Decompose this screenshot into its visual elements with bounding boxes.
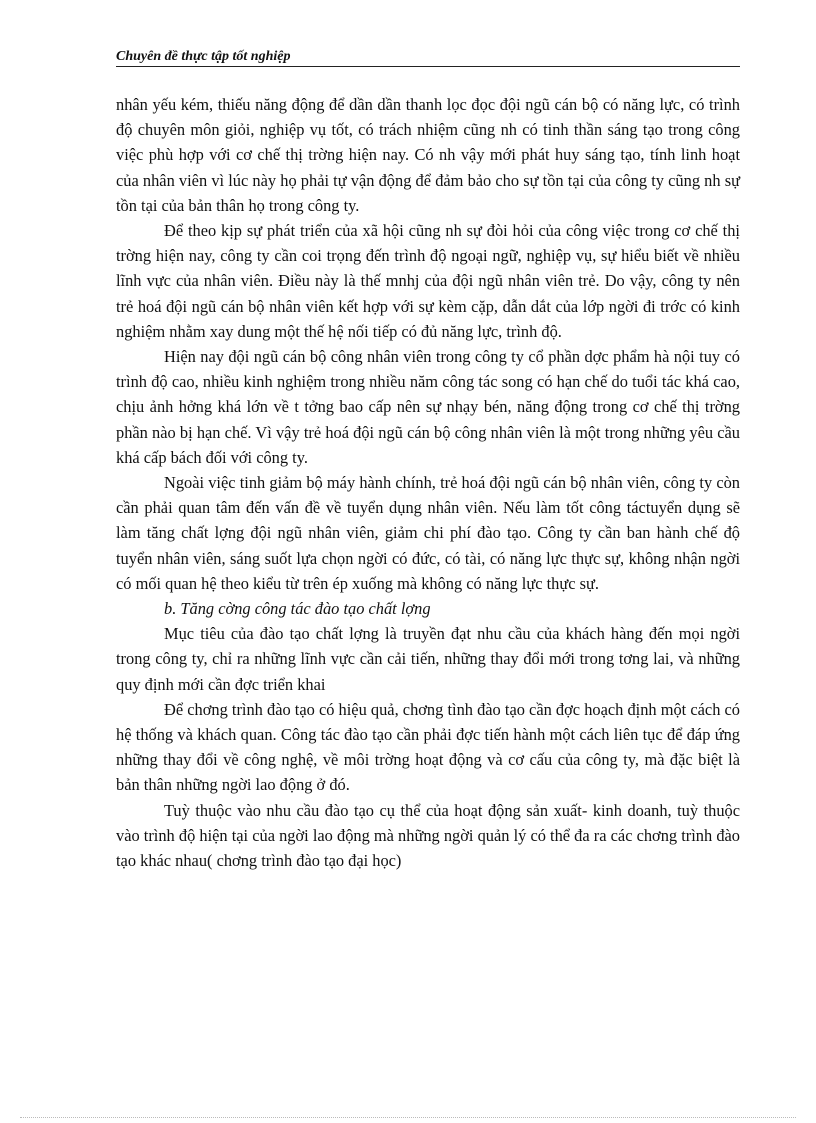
header-title: Chuyên đề thực tập tốt nghiệp <box>116 49 291 64</box>
page-bottom-divider <box>20 1117 796 1118</box>
paragraph: Mục tiêu của đào tạo chất lợng là truyền đạt nhu cầu của khách hàng đến mọi ngời trong công ty, chỉ ra những lĩnh vực cần cải tiến, những thay đổi mới trong tơng lai, và những quy định mới cần đợc triển khai <box>116 624 740 694</box>
page-header <box>116 48 740 67</box>
paragraph: nhân yếu kém, thiếu năng động để dần dần thanh lọc đọc đội ngũ cán bộ có năng lực, có trình độ chuyên môn giỏi, nghiệp vụ tốt, có trách nhiệm cũng nh có tinh thần sáng tạo trong công việc phù hợp với cơ chế thị trờng hiện nay. Có nh vậy mới phát huy sáng tạo, tính linh hoạt của nhân viên vì lúc này họ phải tự vận động để đảm bảo cho sự tồn tại của công ty cũng nh sự tồn tại của bản thân họ trong công ty. <box>116 95 740 215</box>
paragraph: Để chơng trình đào tạo có hiệu quả, chơng tình đào tạo cần đợc hoạch định một cách có hệ thống và khách quan. Công tác đào tạo cần phải đợc tiến hành một cách liên tục để đáp ứng những thay đổi về công nghệ, về môi trờng hoạt động và cơ cấu của công ty, mà đặc biệt là bản thân những ngời lao động ở đó. <box>116 699 740 795</box>
paragraph: Tuỳ thuộc vào nhu cầu đào tạo cụ thể của hoạt động sản xuất- kinh doanh, tuỳ thuộc vào trình độ hiện tại của ngời lao động mà những ngời quản lý có thể đa ra các chơng trình đào tạo khác nhau( chơng trình đào tạo đại học) <box>116 800 740 871</box>
document-body <box>116 92 740 873</box>
paragraph: Hiện nay đội ngũ cán bộ công nhân viên trong công ty cổ phần dợc phẩm hà nội tuy có trình độ cao, nhiều kinh nghiệm trong nhiều năm công tác song có hạn chế do tuổi tác khá cao, chịu ảnh hởng khá lớn về t tởng bao cấp nên sự nhạy bén, năng động trong cơ chế thị trờng phần nào bị hạn chế. Vì vậy trẻ hoá đội ngũ cán bộ công nhân viên là một trong những yêu cầu khá cấp bách đối với công ty. <box>116 347 740 467</box>
paragraph: Ngoài việc tinh giảm bộ máy hành chính, trẻ hoá đội ngũ cán bộ nhân viên, công ty còn cần phải quan tâm đến vấn đề về tuyển dụng nhân viên. Nếu làm tốt công táctuyển dụng sẽ làm tăng chất lợng đội ngũ nhân viên, giảm chi phí đào tạo. Công ty cần ban hành chế độ tuyển nhân viên, sáng suốt lựa chọn ngời có đức, có tài, có năng lực thực sự, không nhận ngời có mối quan hệ theo kiểu từ trên ép xuống mà không có năng lực thực sự. <box>116 473 740 593</box>
paragraph: Để theo kịp sự phát triển của xã hội cũng nh sự đòi hỏi của công việc trong cơ chế thị trờng hiện nay, công ty cần coi trọng đến trình độ ngoại ngữ, nghiệp vụ, sự hiểu biết về nhiều lĩnh vực của nhân viên. Điều này là thế mnhj của đội ngũ nhân viên trẻ. Do vậy, công ty nên trẻ hoá đội ngũ cán bộ nhân viên kết hợp với sự kèm cặp, dẫn dắt của lớp ngời đi trớc có kinh nghiệm nhằm xay dung một thế hệ nối tiếp có đủ năng lực, trình độ. <box>116 221 740 341</box>
section-subheading: b. Tăng cờng công tác đào tạo chất lợng <box>164 599 431 619</box>
